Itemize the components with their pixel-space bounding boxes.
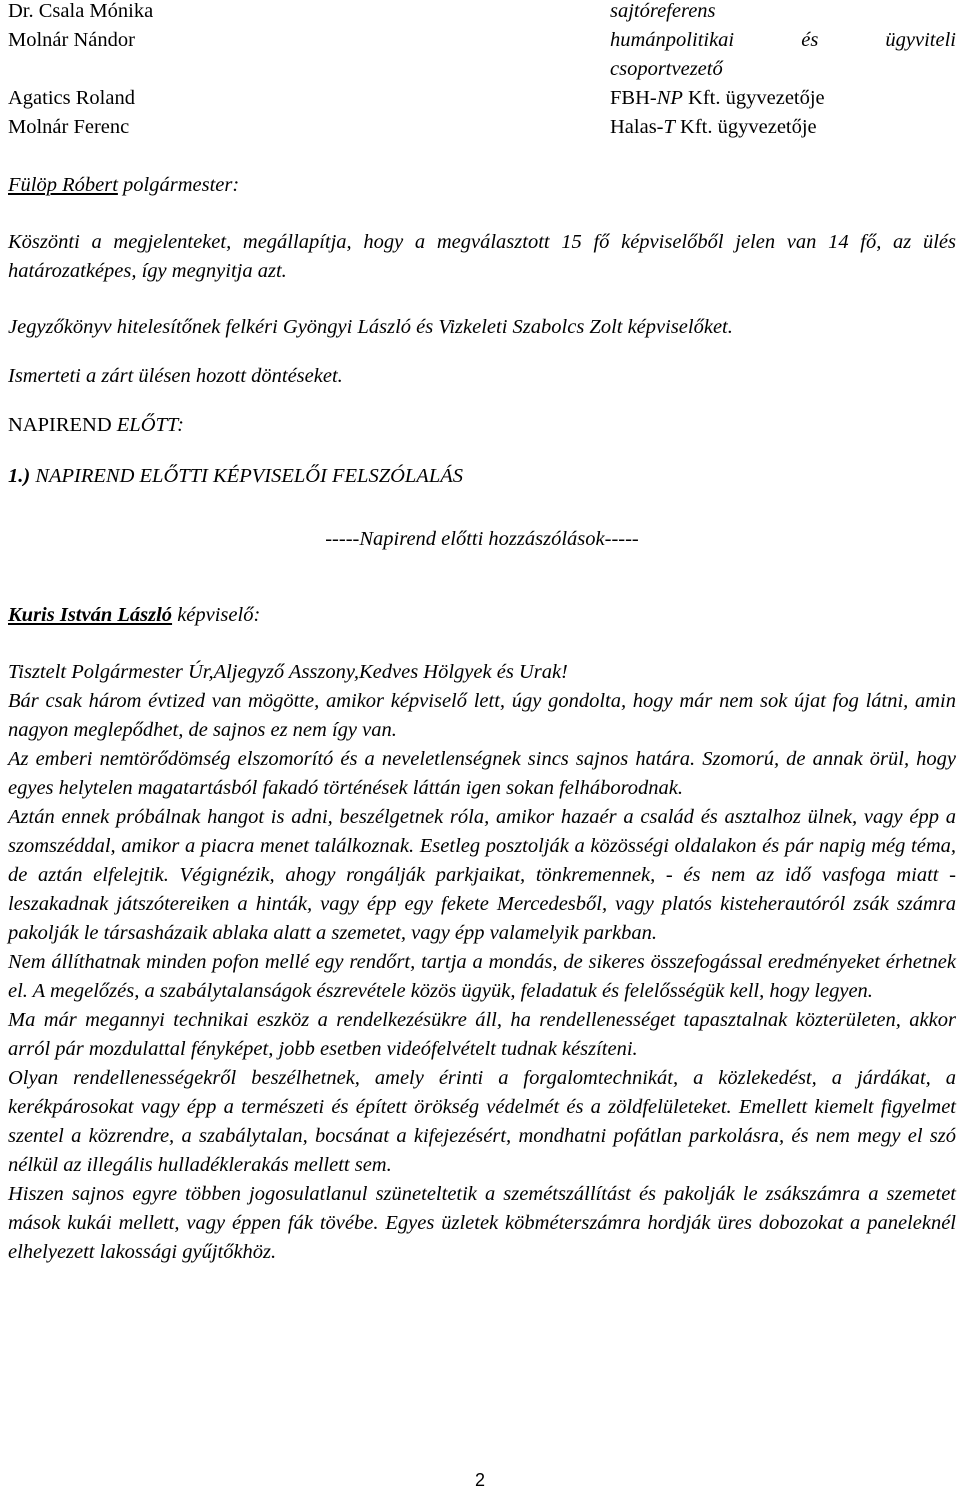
staff-name: Molnár Ferenc — [8, 116, 130, 138]
staff-role: FBH-NP Kft. ügyvezetője — [610, 87, 825, 109]
staff-role: humánpolitikai és ügyviteli — [610, 29, 956, 51]
speech-paragraph: Bár csak három évtized van mögötte, amikor képviselő lett, úgy gondolta, hogy már nem sok újat fog látni, amin nagyon meglepődhet, de sajnos ez nem így van. — [8, 690, 956, 741]
authenticators-paragraph: Jegyzőkönyv hitelesítőnek felkéri Gyöngyi László és Vizkeleti Szabolcs Zolt képviselőket. — [8, 316, 733, 338]
speech-paragraph: Nem állíthatnak minden pofon mellé egy rendőrt, tartja a mondás, de sikeres összefogással eredményeket érhetnek el. A megelőzés, a szabálytalanságok észrevétele közös ügyük, feladatuk és felelősségük kell, hogy legyen. — [8, 951, 956, 1002]
speech-paragraph: Aztán ennek próbálnak hangot is adni, beszélgetnek róla, amikor hazaér a család és asztalhoz ülnek, vagy épp a szomszéddal, amikor a piacra menet találkoznak. Esetleg posztolják a közösségi oldalakon és pár napig még téma, de aztán elfelejtik. Végignézik, ahogy rongálják parkjaikat, tönkremennek, - és nem az idő vasfoga miatt - leszakadnak játszótereiken a hinták, vagy épp egy fekete Mercedesből, vagy platós kisteherautóról zsák számra pakolják le társasházaik ablaka alatt a szemetet, vagy épp valamelyik parkban. — [8, 806, 956, 944]
speech-paragraph: Hiszen sajnos egyre többen jogosulatlanul szüneteltetik a szemétszállítást és pakolják le zsákszámra a szemetet mások kukái mellett, vagy éppen fák tövébe. Egyes üzletek köbméterszámra hordják üres dobozokat a paneleknél elhelyezett lakossági gyűjtőkhöz. — [8, 1183, 956, 1263]
staff-role: Halas-T Kft. ügyvezetője — [610, 116, 817, 138]
speaker-label: Kuris István László képviselő: — [8, 604, 261, 626]
closed-session-paragraph: Ismerteti a zárt ülésen hozott döntéseket. — [8, 365, 343, 387]
salutation: Tisztelt Polgármester Úr,Aljegyző Asszony,Kedves Hölgyek és Urak! — [8, 661, 568, 683]
staff-role: csoportvezető — [610, 58, 723, 80]
speech-paragraph: Olyan rendellenességekről beszélhetnek, amely érinti a forgalomtechnikát, a közlekedést, a járdákat, a kerékpárosokat vagy épp a természeti és épített örökség védelmét és a zöldfelületeket. Emellett kiemelt figyelmet szentel a közrendre, a szabálytalan, bocsánat a kifejezésért, mondhatni pofátlan parkolásra, és nem megy el szó nélkül az illegális hulladéklerakás mellett sem. — [8, 1067, 956, 1176]
subheading: -----Napirend előtti hozzászólások----- — [325, 528, 639, 550]
speech-paragraph: Az emberi nemtörődömség elszomorító és a neveletlenségnek sincs sajnos határa. Szomorú, de annak örül, hogy egyes helytelen magatartásból fakadó történések láttán igen sokan felháborodnak. — [8, 748, 956, 799]
staff-name: Molnár Nándor — [8, 29, 135, 51]
mayor-label: Fülöp Róbert polgármester: — [8, 174, 240, 196]
document-page — [8, 0, 956, 1267]
staff-table — [8, 0, 956, 142]
staff-role: sajtóreferens — [610, 0, 716, 22]
speech-paragraph: Ma már megannyi technikai eszköz a rendelkezésükre áll, ha rendellenességet tapasztalnak közterületen, akkor arról pár mozdulattal fényképet, jobb esetben videófelvételt tudnak készíteni. — [8, 1009, 956, 1060]
staff-name: Dr. Csala Mónika — [8, 0, 154, 22]
staff-name: Agatics Roland — [8, 87, 135, 109]
page-number: 2 — [474, 1470, 485, 1490]
agenda-item-title: 1.) NAPIREND ELŐTTI KÉPVISELŐI FELSZÓLALÁS — [8, 465, 463, 487]
opening-greeting: Köszönti a megjelenteket, megállapítja, hogy a megválasztott 15 fő képviselőből jelen van 14 fő, az ülés határozatképes, így megnyitja azt. — [8, 231, 956, 282]
agenda-heading: NAPIREND ELŐTT: — [8, 414, 185, 436]
